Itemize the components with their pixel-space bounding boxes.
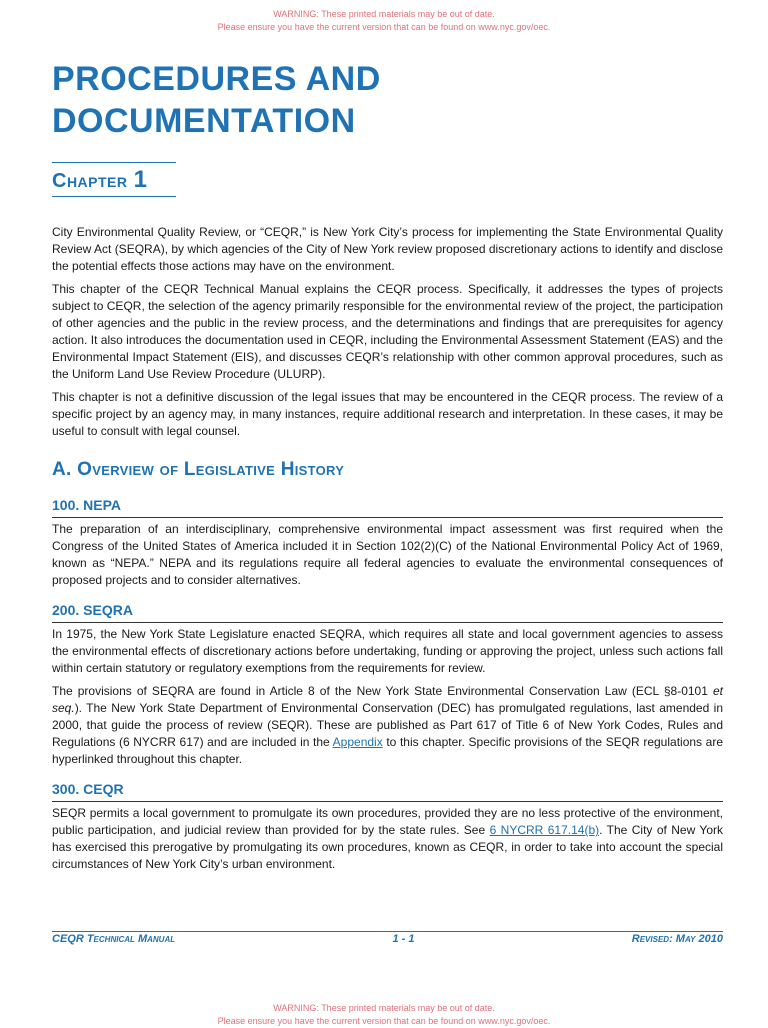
warning-line-1: WARNING: These printed materials may be out of date. bbox=[273, 9, 495, 19]
title-line-2: DOCUMENTATION bbox=[52, 102, 356, 140]
seqra-p2-text-1: The provisions of SEQRA are found in Article 8 of the New York State Environmental Conservation Law (ECL §8-0101 bbox=[52, 684, 713, 698]
title-line-1: PROCEDURES AND bbox=[52, 60, 381, 98]
ceqr-paragraph bbox=[52, 805, 723, 873]
ceqr-heading: 300. CEQR bbox=[52, 780, 723, 802]
page-footer bbox=[52, 932, 723, 946]
warning-line-1-bottom: WARNING: These printed materials may be out of date. bbox=[273, 1003, 495, 1013]
ceqr-text-2: . The City of New York has exercised this prerogative by promulgating its own procedures, known as CEQR, in order to take into account the special circumstances of New York City’s urban environment. bbox=[52, 823, 724, 871]
chapter-word: Chapter bbox=[52, 170, 128, 192]
seqra-paragraph-1: In 1975, the New York State Legislature enacted SEQRA, which requires all state and local government agencies to assess the environmental effects of discretionary actions before undertaking, funding or approving the project, unless such actions fall within certain statutory or regulatory exemptions from the requirements for review. bbox=[52, 627, 723, 675]
intro-paragraph-3: This chapter is not a definitive discussion of the legal issues that may be encountered in the CEQR process. The review of a specific project by an agency may, in many instances, require additional research and interpretation. In these cases, it may be useful to consult with legal counsel. bbox=[52, 390, 723, 438]
seqra-heading: 200. SEQRA bbox=[52, 601, 723, 623]
chapter-rule-bottom bbox=[52, 196, 176, 197]
appendix-link[interactable]: Appendix bbox=[332, 735, 383, 749]
nepa-paragraph: The preparation of an interdisciplinary, comprehensive environmental impact assessment was first required when the Congress of the United States of America included it in Section 102(2)(C) of the National Environmental Policy Act of 1969, known as “NEPA.” NEPA and its regulations require all federal agencies to evaluate the environmental consequences of proposed projects and to consider alternatives. bbox=[52, 522, 723, 587]
footer-manual-title: CEQR Technical Manual bbox=[52, 933, 176, 945]
chapter-number: 1 bbox=[133, 166, 148, 193]
nycrr-link[interactable]: 6 NYCRR 617.14(b) bbox=[489, 823, 600, 837]
intro-paragraph-2: This chapter of the CEQR Technical Manual explains the CEQR process. Specifically, it addresses the types of projects subject to CEQR, the selection of the agency primarily responsible for the environmental review of the project, the participation of other agencies and the public in the review process, and the determinations and findings that are prerequisites for agency action. It also introduces the documentation used in CEQR, including the Environmental Assessment Statement (EAS) and the Environmental Impact Statement (EIS), and discusses CEQR’s relationship with other common approval procedures, such as the Uniform Land Use Review Procedure (ULURP). bbox=[52, 282, 723, 381]
footer-revised-date: Revised: May 2010 bbox=[631, 933, 723, 945]
page-title bbox=[52, 58, 381, 142]
footer-page-number: 1 - 1 bbox=[392, 933, 415, 945]
warning-line-2: Please ensure you have the current version that can be found on www.nyc.gov/oec. bbox=[217, 22, 551, 32]
seqra-p2-italic: et seq. bbox=[52, 684, 723, 715]
intro-paragraph-1: City Environmental Quality Review, or “CEQR,” is New York City’s process for implementing the State Environmental Quality Review Act (SEQRA), by which agencies of the City of New York review proposed discretionary actions to identify and disclose the potential effects those actions may have on the environment. bbox=[52, 225, 723, 273]
chapter-content bbox=[52, 224, 723, 879]
warning-line-2-bottom: Please ensure you have the current version that can be found on www.nyc.gov/oec. bbox=[217, 1016, 551, 1026]
warning-banner-top bbox=[0, 8, 768, 34]
chapter-label bbox=[52, 165, 147, 196]
seqra-paragraph-2 bbox=[52, 683, 723, 768]
seqra-p2-text-3: to this chapter. Specific provisions of the SEQR regulations are hyperlinked throughout this chapter. bbox=[52, 735, 723, 766]
section-a-heading: A. Overview of Legislative History bbox=[52, 459, 345, 480]
ceqr-text-1: SEQR permits a local government to promulgate its own procedures, provided they are no less protective of the environment, public participation, and judicial review than provided for by the state rules. See bbox=[52, 806, 723, 837]
warning-banner-bottom bbox=[0, 1002, 768, 1028]
nepa-heading: 100. NEPA bbox=[52, 496, 723, 518]
seqra-p2-text-2: ). The New York State Department of Environmental Conservation (DEC) has promulgated regulations, last amended in 2000, that guide the process of review (SEQR). These are published as Part 617 of Title 6 of New York Codes, Rules and Regulations (6 NYCRR 617) and are included in the bbox=[52, 701, 723, 749]
chapter-rule-top bbox=[52, 162, 176, 163]
